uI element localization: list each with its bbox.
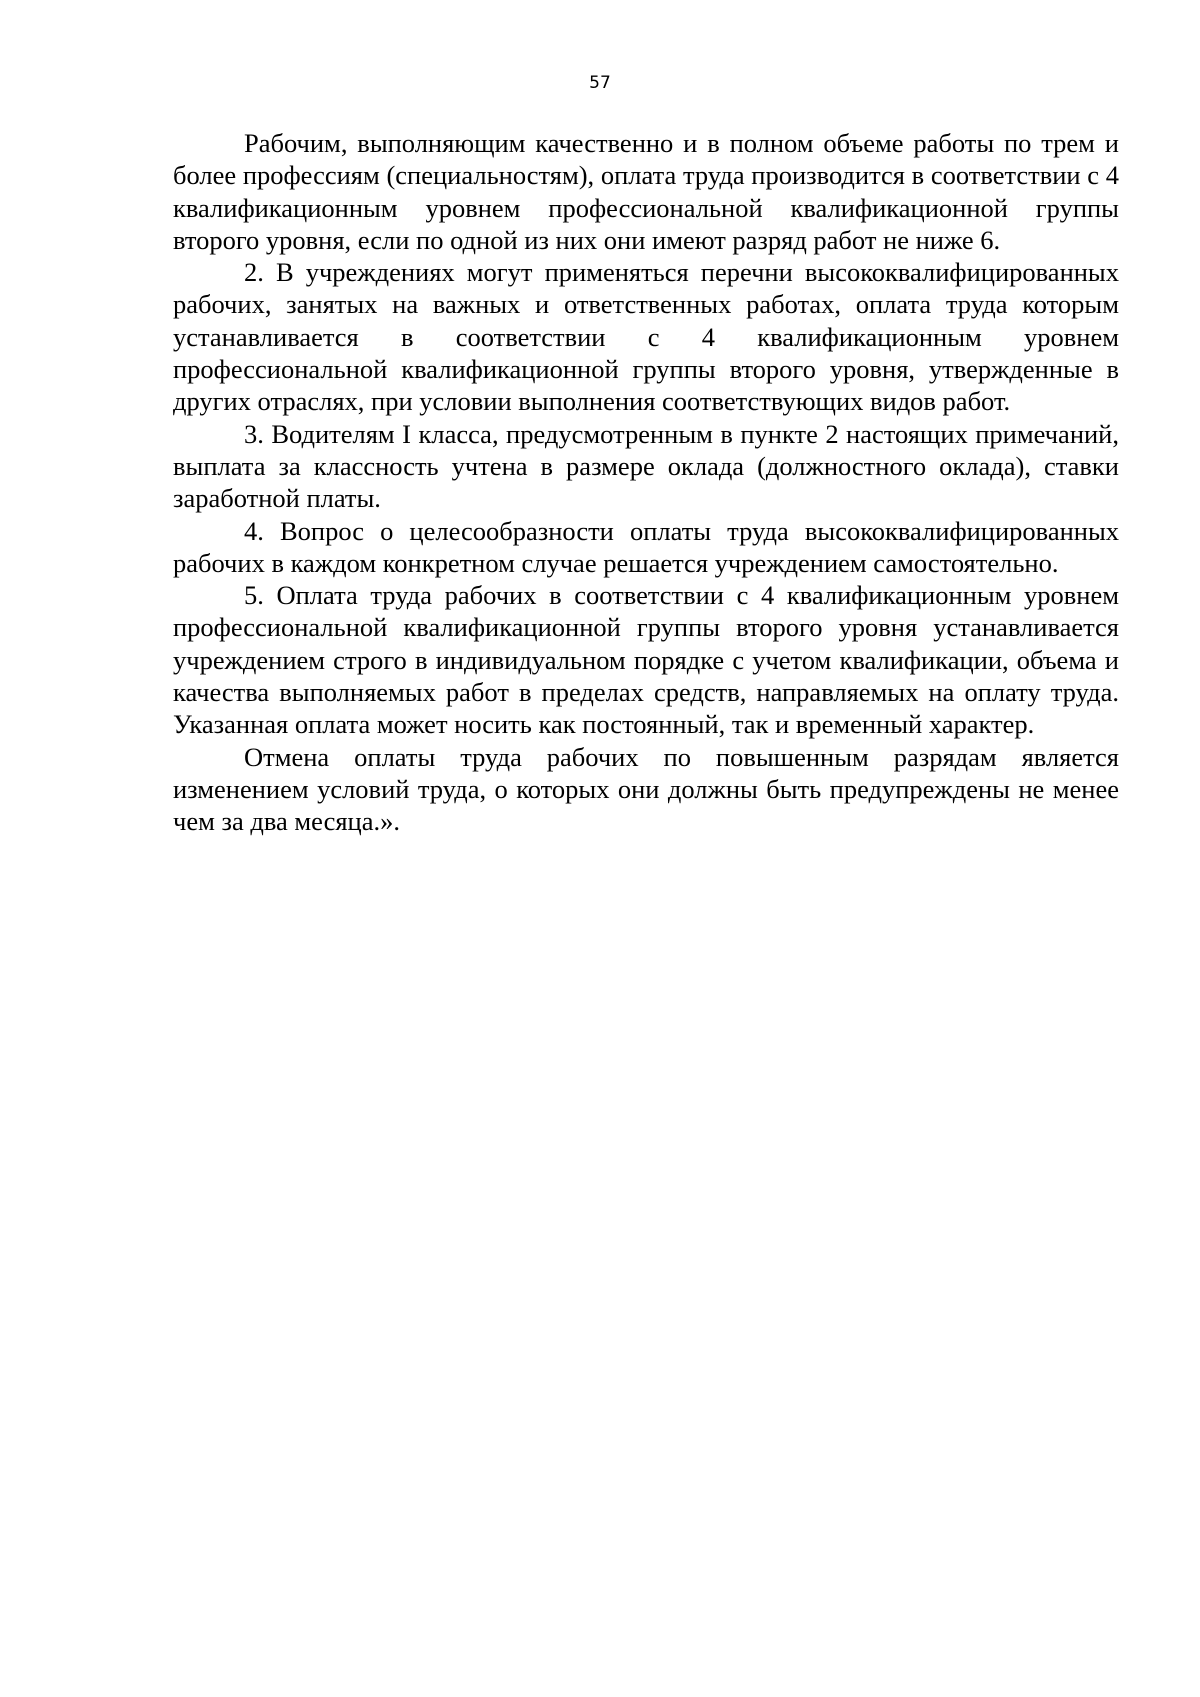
paragraph-cancellation: Отмена оплаты труда рабочих по повышенным разрядам является изменением условий труда, о которых они должны быть предупреждены не менее чем за два месяца.». [173,741,1119,837]
paragraph-note-3: 3. Водителям I класса, предусмотренным в пункте 2 настоящих примечаний, выплата за классность учтена в размере оклада (должностного оклада), ставки заработной платы. [173,418,1119,514]
page-number: 57 [589,73,611,93]
paragraph-note-5: 5. Оплата труда рабочих в соответствии с 4 квалификационным уровнем профессиональной квалификационной группы второго уровня устанавливается учреждением строго в индивидуальном порядке с учетом квалификации, объема и качества выполняемых работ в пределах средств, направляемых на оплату труда. Указанная оплата может носить как постоянный, так и временный характер. [173,580,1119,740]
paragraph-note-4: 4. Вопрос о целесообразности оплаты труда высококвалифицированных рабочих в каждом конкретном случае решается учреждением самостоятельно. [173,515,1119,578]
paragraph-workers-multiple-professions: Рабочим, выполняющим качественно и в полном объеме работы по трем и более профессиям (специальностям), оплата труда производится в соответствии с 4 квалификационным уровнем профессиональной квалификационной группы второго уровня, если по одной из них они имеют разряд работ не ниже 6. [173,128,1119,255]
document-body [173,127,1119,838]
paragraph-note-2: 2. В учреждениях могут применяться перечни высококвалифицированных рабочих, занятых на важных и ответственных работах, оплата труда которым устанавливается в соответствии с 4 квалификационным уровнем профессиональной квалификационной группы второго уровня, утвержденные в других отраслях, при условии выполнения соответствующих видов работ. [173,257,1119,417]
